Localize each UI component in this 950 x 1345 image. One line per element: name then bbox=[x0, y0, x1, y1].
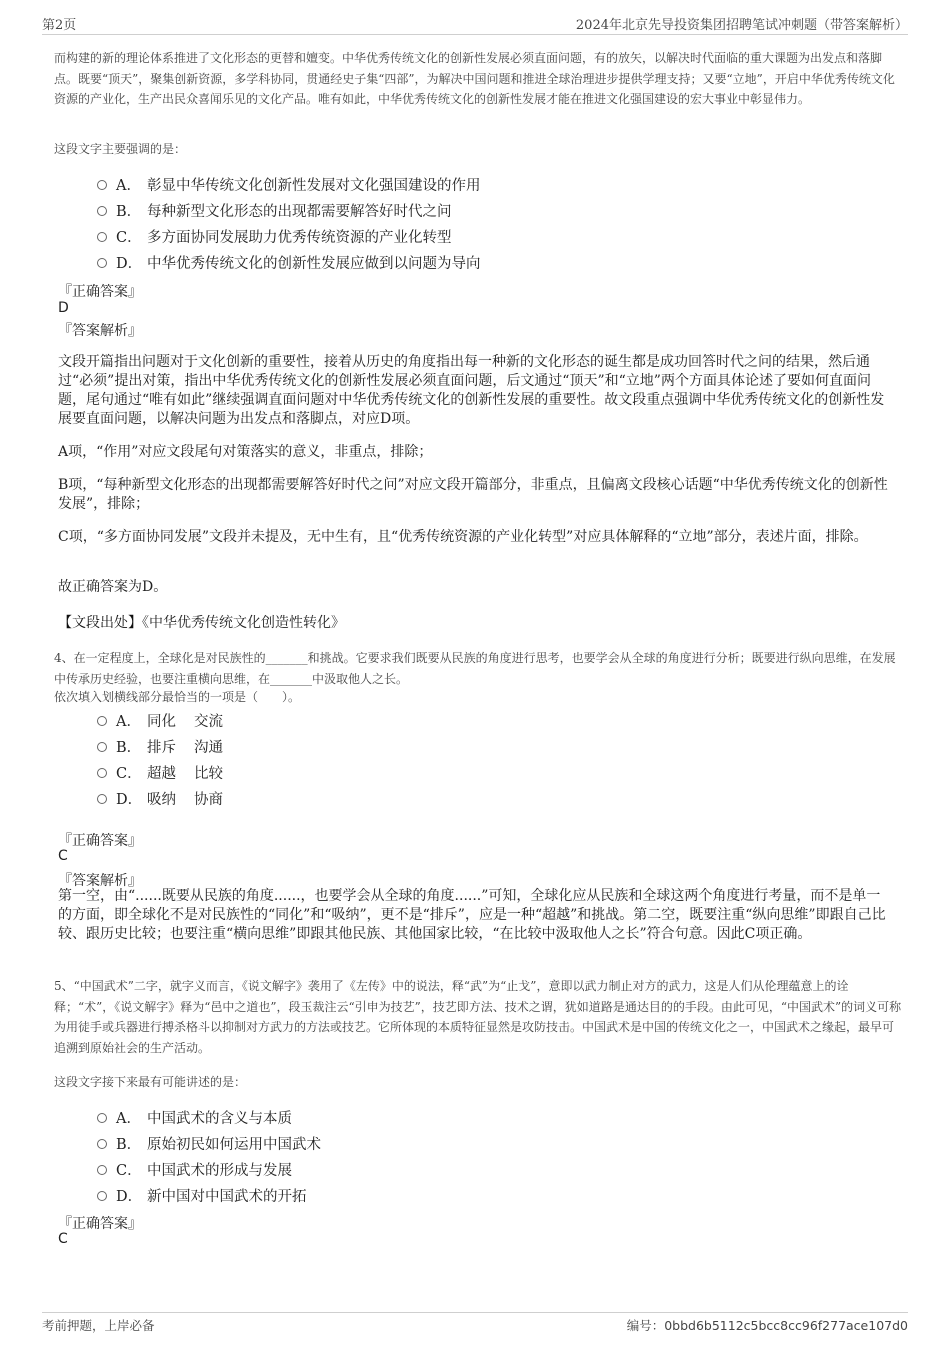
q3-answer: D bbox=[58, 300, 69, 316]
page-number: 第2页 bbox=[42, 18, 77, 33]
q4-question: 4、在一定程度上，全球化是对民族性的_______和挑战。它要求我们既要从民族的角度进行思考，也要学会从全球的角度进行分析；既要进行纵向思维，在发展中传承历史经验，也要注重横向思维，在_______中汲取他人之长。 bbox=[54, 651, 896, 686]
q4-analysis-label: 『答案解析』 bbox=[58, 873, 142, 889]
q4-option-a[interactable]: A． 同化 交流 bbox=[97, 710, 223, 731]
source-title: 《中华优秀传统文化创造性转化》 bbox=[142, 615, 345, 631]
q5-question: 5、“中国武术”二字，就字义而言，《说文解字》袭用了《左传》中的说法，释“武”为“止戈”，意即以武力制止对方的武力，这是人们从伦理蕴意上的诠释；“术”，《说文解字》释为“邑中之道也”，段玉裁注云“引申为技艺”，技艺即方法、技术之谓，犹如道路是通达目的的手段。由此可见，“中国武术”的词义可称为用徒手或兵器进行搏杀格斗以抑制对方武力的方法或技艺。它所体现的本质特征显然是攻防技击。中国武术是中国的传统文化之一，中国武术之缘起，最早可追溯到原始社会的生产活动。 bbox=[54, 979, 902, 1055]
q4-answer-label: 『正确答案』 bbox=[58, 833, 142, 849]
q3-option-b[interactable]: B． 每种新型文化形态的出现都需要解答好时代之问 bbox=[97, 200, 452, 221]
q3-option-a[interactable]: A． 彰显中华传统文化创新性发展对文化强国建设的作用 bbox=[97, 174, 481, 195]
radio-icon[interactable] bbox=[97, 1113, 107, 1123]
q3-conclusion: 故正确答案为D。 bbox=[58, 579, 168, 595]
radio-icon[interactable] bbox=[97, 258, 107, 268]
q4-answer: C bbox=[58, 848, 68, 864]
q3-analysis-b: B项，“每种新型文化形态的出现都需要解答好时代之问”对应文段开篇部分，非重点，且偏离文段核心话题“中华优秀传统文化的创新性发展”，排除； bbox=[58, 477, 888, 512]
q4-option-b[interactable]: B． 排斥 沟通 bbox=[97, 736, 223, 757]
q4-stem: 依次填入划横线部分最恰当的一项是（ ）。 bbox=[54, 690, 301, 704]
radio-icon[interactable] bbox=[97, 180, 107, 190]
q5-option-b[interactable]: B． 原始初民如何运用中国武术 bbox=[97, 1133, 321, 1154]
radio-icon[interactable] bbox=[97, 1165, 107, 1175]
radio-icon[interactable] bbox=[97, 1191, 107, 1201]
page-footer bbox=[42, 1312, 908, 1333]
q3-analysis-main: 文段开篇指出问题对于文化创新的重要性，接着从历史的角度指出每一种新的文化形态的诞生都是成功回答时代之问的结果，然后通过“必须”提出对策，指出中华优秀传统文化的创新性发展必须直面问题，后文通过“顶天”和“立地”两个方面具体论述了要如何直面问题，尾句通过“唯有如此”继续强调直面问题对中华优秀传统文化的创新性发展的重要性。故文段重点强调中华优秀传统文化的创新性发展要直面问题，以解决问题为出发点和落脚点，对应D项。 bbox=[58, 354, 885, 427]
q5-option-a[interactable]: A． 中国武术的含义与本质 bbox=[97, 1107, 292, 1128]
q4-option-d[interactable]: D． 吸纳 协商 bbox=[97, 788, 223, 809]
q4-option-c[interactable]: C． 超越 比较 bbox=[97, 762, 223, 783]
q5-answer-label: 『正确答案』 bbox=[58, 1216, 142, 1232]
source-label: 【文段出处】 bbox=[58, 615, 142, 631]
q3-source bbox=[58, 612, 345, 632]
q3-option-c[interactable]: C． 多方面协同发展助力优秀传统资源的产业化转型 bbox=[97, 226, 452, 247]
page-header bbox=[42, 12, 908, 35]
q3-answer-label: 『正确答案』 bbox=[58, 284, 142, 300]
radio-icon[interactable] bbox=[97, 232, 107, 242]
q5-answer: C bbox=[58, 1231, 68, 1247]
radio-icon[interactable] bbox=[97, 206, 107, 216]
q3-analysis-a: A项，“作用”对应文段尾句对策落实的意义，非重点，排除； bbox=[58, 444, 433, 460]
footer-slogan: 考前押题，上岸必备 bbox=[42, 1318, 155, 1333]
q3-analysis-c: C项，“多方面协同发展”文段并未提及，无中生有，且“优秀传统资源的产业化转型”对应具体解释的“立地”部分，表述片面，排除。 bbox=[58, 529, 868, 545]
q3-stem: 这段文字主要强调的是： bbox=[54, 142, 187, 156]
document-code: 编号：0bbd6b5112c5bcc8cc96f277ace107d0 bbox=[626, 1318, 908, 1333]
q3-passage: 而构建的新的理论体系推进了文化形态的更替和嬗变。中华优秀传统文化的创新性发展必须直面问题，有的放矢，以解决时代面临的重大课题为出发点和落脚点。既要“顶天”，聚集创新资源，多学科协同，贯通经史子集“四部”，为解决中国问题和推进全球治理进步提供学理支持；又要“立地”，开启中华优秀传统文化资源的产业化，生产出民众喜闻乐见的文化产品。唯有如此，中华优秀传统文化的创新性发展才能在推进文化强国建设的宏大事业中彰显伟力。 bbox=[54, 51, 895, 106]
radio-icon[interactable] bbox=[97, 768, 107, 778]
q5-option-c[interactable]: C． 中国武术的形成与发展 bbox=[97, 1159, 292, 1180]
document-title: 2024年北京先导投资集团招聘笔试冲刺题（带答案解析） bbox=[575, 18, 908, 33]
radio-icon[interactable] bbox=[97, 794, 107, 804]
q3-option-d[interactable]: D． 中华优秀传统文化的创新性发展应做到以问题为导向 bbox=[97, 252, 481, 273]
radio-icon[interactable] bbox=[97, 1139, 107, 1149]
radio-icon[interactable] bbox=[97, 742, 107, 752]
radio-icon[interactable] bbox=[97, 716, 107, 726]
q5-option-d[interactable]: D． 新中国对中国武术的开拓 bbox=[97, 1185, 307, 1206]
q3-analysis-label: 『答案解析』 bbox=[58, 323, 142, 339]
q5-stem: 这段文字接下来最有可能讲述的是： bbox=[54, 1075, 247, 1089]
q4-analysis: 第一空，由“......既要从民族的角度......，也要学会从全球的角度......”可知，全球化应从民族和全球这两个角度进行考量，而不是单一的方面，即全球化不是对民族性的“同化”和“吸纳”，更不是“排斥”，应是一种“超越”和挑战。第二空，既要注重“纵向思维”即跟自己比较、跟历史比较；也要注重“横向思维”即跟其他民族、其他国家比较，“在比较中汲取他人之长”符合句意。因此C项正确。 bbox=[58, 888, 886, 942]
